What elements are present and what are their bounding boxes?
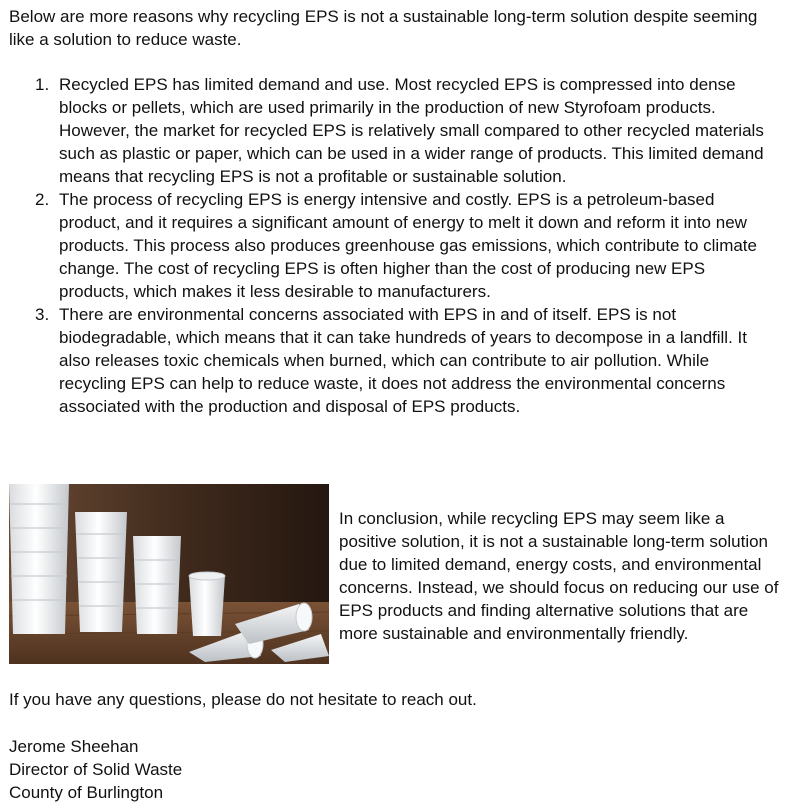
list-item — [9, 73, 779, 188]
list-item-number: 1. — [35, 75, 50, 94]
signature-name: Jerome Sheehan — [9, 737, 139, 756]
signature-title: Director of Solid Waste — [9, 760, 183, 779]
list-item-number: 2. — [35, 190, 50, 209]
intro-paragraph: Below are more reasons why recycling EPS is not a sustainable long-term solution despite seeming like a solution to reduce waste. — [9, 7, 758, 49]
styrofoam-cups-photo — [9, 484, 329, 664]
conclusion-paragraph: In conclusion, while recycling EPS may seem like a positive solution, it is not a sustainable long-term solution due to limited demand, energy costs, and environmental concerns. Instead, we should focus on reducing our use of EPS products and finding alternative solutions that are more sustainable and environmentally friendly. — [339, 509, 779, 643]
list-item-text: The process of recycling EPS is energy intensive and costly. EPS is a petroleum-based product, and it requires a significant amount of energy to melt it down and reform it into new products. This process also produces greenhouse gas emissions, which contribute to climate change. The cost of recycling EPS is often higher than the cost of producing new EPS products, which makes it less desirable to manufacturers. — [59, 190, 757, 301]
list-item-number: 3. — [35, 305, 50, 324]
list-item-text: Recycled EPS has limited demand and use. Most recycled EPS is compressed into dense blocks or pellets, which are used primarily in the production of new Styrofoam products. However, the market for recycled EPS is relatively small compared to other recycled materials such as plastic or paper, which can be used in a wider range of products. This limited demand means that recycling EPS is not a profitable or sustainable solution. — [59, 75, 764, 186]
closing-line: If you have any questions, please do not hesitate to reach out. — [9, 690, 477, 709]
list-item — [9, 303, 779, 418]
signature-block — [9, 735, 182, 804]
list-item-text: There are environmental concerns associated with EPS in and of itself. EPS is not biodegradable, which means that it can take hundreds of years to decompose in a landfill. It also releases toxic chemicals when burned, which can contribute to air pollution. While recycling EPS can help to reduce waste, it does not address the environmental concerns associated with the production and disposal of EPS products. — [59, 305, 747, 416]
reasons-list — [9, 73, 779, 418]
list-item — [9, 188, 779, 303]
signature-organization: County of Burlington — [9, 783, 164, 802]
